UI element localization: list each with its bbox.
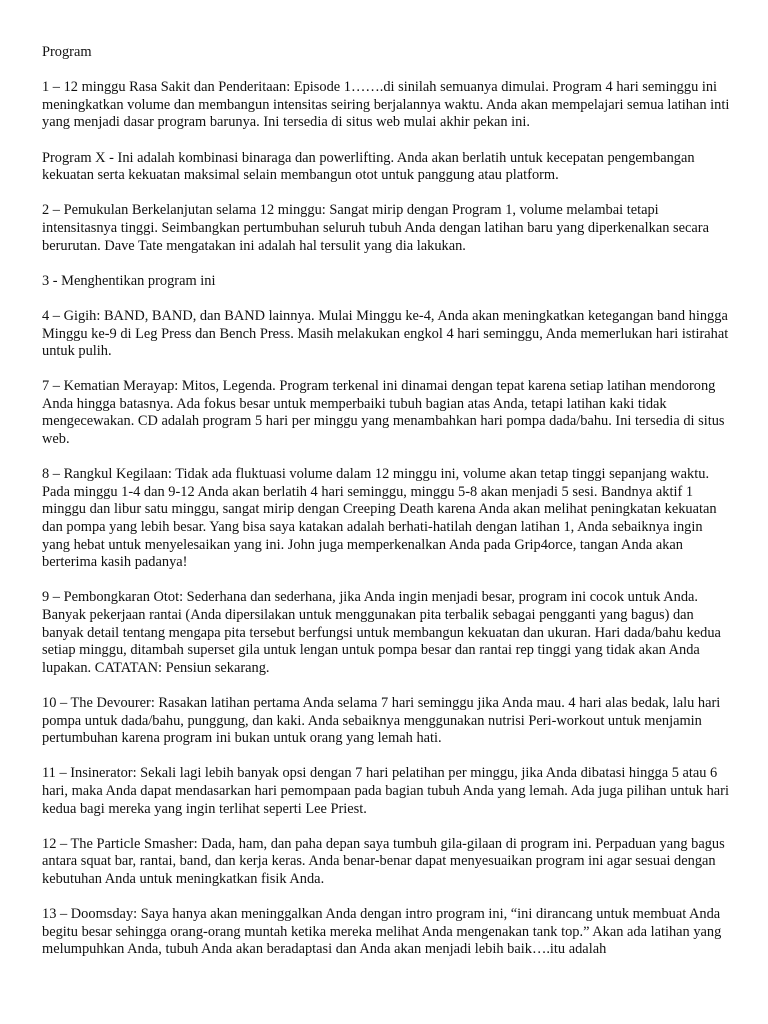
document-title: Program xyxy=(42,44,92,60)
document-page xyxy=(42,44,730,976)
paragraph-program-13: 13 – Doomsday: Saya hanya akan meninggalkan Anda dengan intro program ini, “ini dirancang untuk membuat Anda begitu besar sehingga orang-orang muntah ketika mereka melihat Anda mengenakan tank top.” Akan ada latihan yang melumpuhkan Anda, tubuh Anda akan beradaptasi dan Anda akan menjadi lebih baik….itu adalah xyxy=(42,906,722,958)
paragraph-program-11: 11 – Insinerator: Sekali lagi lebih banyak opsi dengan 7 hari pelatihan per minggu, jika Anda dibatasi hingga 5 atau 6 hari, maka Anda dapat mendasarkan hari pemompaan pada bagian tubuh Anda yang lemah. Ada juga pilihan untuk hari kedua bagi mereka yang ingin terlihat seperti Lee Priest. xyxy=(42,765,729,817)
paragraph-program-3: 3 - Menghentikan program ini xyxy=(42,272,216,289)
paragraph-program-x: Program X - Ini adalah kombinasi binaraga dan powerlifting. Anda akan berlatih untuk kecepatan pengembangan kekuatan serta kekuatan maksimal selain membangun otot untuk panggung atau platform. xyxy=(42,149,695,184)
paragraph-program-7: 7 – Kematian Merayap: Mitos, Legenda. Program terkenal ini dinamai dengan tepat karena setiap latihan mendorong Anda hingga batasnya. Ada fokus besar untuk memperbaiki tubuh bagian atas Anda, tetapi latihan kaki tidak mengecewakan. CD adalah program 5 hari per minggu yang menambahkan hari pompa dada/bahu. Ini tersedia di situs web. xyxy=(42,378,725,448)
paragraph-program-1: 1 – 12 minggu Rasa Sakit dan Penderitaan: Episode 1…….di sinilah semuanya dimulai. Program 4 hari seminggu ini meningkatkan volume dan membangun intensitas seiring berjalannya waktu. Anda akan mempelajari semua latihan inti yang menjadi dasar program barunya. Ini tersedia di situs web mulai akhir pekan ini. xyxy=(42,79,730,131)
paragraph-program-4: 4 – Gigih: BAND, BAND, dan BAND lainnya. Mulai Minggu ke-4, Anda akan meningkatkan ketegangan band hingga Minggu ke-9 di Leg Press dan Bench Press. Masih melakukan engkol 4 hari seminggu, Anda memerlukan hari istirahat untuk pulih. xyxy=(42,307,729,360)
paragraph-program-8: 8 – Rangkul Kegilaan: Tidak ada fluktuasi volume dalam 12 minggu ini, volume akan tetap tinggi sepanjang waktu. Pada minggu 1-4 dan 9-12 Anda akan berlatih 4 hari seminggu, minggu 5-8 akan menjadi 5 sesi. Bandnya aktif 1 minggu dan libur satu minggu, sangat mirip dengan Creeping Death karena Anda akan melihat peningkatan kekuatan dan pompa yang lebih besar. Yang bisa saya katakan adalah berhati-hatilah dengan latihan 1, Anda sebaiknya ingin yang hebat untuk menyelesaikan yang ini. John juga memperkenalkan Anda pada Grip4orce, tangan Anda akan berterima kasih padanya! xyxy=(42,466,717,571)
paragraph-program-2: 2 – Pemukulan Berkelanjutan selama 12 minggu: Sangat mirip dengan Program 1, volume melambai tetapi intensitasnya tinggi. Seimbangkan pertumbuhan seluruh tubuh Anda dengan latihan baru yang diperkenalkan secara berurutan. Dave Tate mengatakan ini adalah hal tersulit yang dia lakukan. xyxy=(42,202,709,254)
paragraph-program-12: 12 – The Particle Smasher: Dada, ham, dan paha depan saya tumbuh gila-gilaan di program ini. Perpaduan yang bagus antara squat bar, rantai, band, dan kerja keras. Anda benar-benar dapat menyesuaikan program ini agar sesuai dengan kebutuhan Anda untuk meningkatkan fisik Anda. xyxy=(42,835,725,887)
paragraph-program-9: 9 – Pembongkaran Otot: Sederhana dan sederhana, jika Anda ingin menjadi besar, program ini cocok untuk Anda. Banyak pekerjaan rantai (Anda dipersilakan untuk menggunakan pita terbalik sebagai pengganti yang bagus) dan banyak detail tentang mengapa pita tersebut berfungsi untuk membangun kekuatan dan ukuran. Hari dada/bahu kedua setiap minggu, ditambah superset gila untuk lengan untuk pompa besar dan rantai rep tinggi yang tidak akan Anda lupakan. CATATAN: Pensiun sekarang. xyxy=(42,589,721,676)
paragraph-program-10: 10 – The Devourer: Rasakan latihan pertama Anda selama 7 hari seminggu jika Anda mau. 4 hari alas bedak, lalu hari pompa untuk dada/bahu, punggung, dan kaki. Anda sebaiknya menggunakan nutrisi Peri-workout untuk menjamin pertumbuhan karena program ini bukan untuk orang yang lemah hati. xyxy=(42,694,721,747)
